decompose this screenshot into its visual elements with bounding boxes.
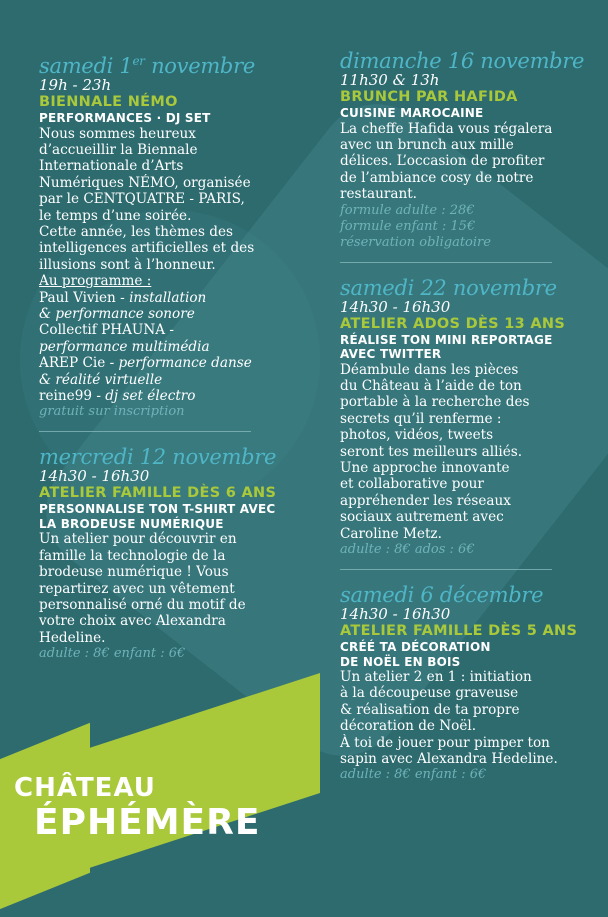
- event-date: mercredi 12 novembre: [39, 445, 277, 470]
- program-item: Collectif PHAUNA -: [39, 322, 175, 339]
- logo-line-2: ÉPHÉMÈRE: [34, 802, 261, 843]
- event-time: 14h30 - 16h30: [340, 297, 451, 316]
- event-nemo: [39, 50, 314, 420]
- event-title: BRUNCH PAR HAFIDA: [340, 89, 518, 105]
- event-time: 14h30 - 16h30: [39, 467, 150, 486]
- event-description: La cheffe Hafida vous régalera avec un brunch aux mille délices. L’occasion de profiter de l’ambiance cosy de notre restaurant.: [340, 120, 553, 203]
- divider: [340, 262, 552, 263]
- event-christmas-deco: [340, 584, 595, 783]
- event-time: 19h - 23h: [39, 76, 112, 94]
- event-description: Un atelier 2 en 1 : initiation à la découpeuse graveuse & réalisation de ta propre décoration de Noël. À toi de jouer pour pimper ton sapin avec Alexandra Hedeline.: [340, 669, 558, 768]
- program-label: Au programme :: [39, 273, 152, 290]
- event-description: Nous sommes heureux d’accueillir la Biennale Internationale d’Arts Numériques NÉMO, organisée par le CENTQUATRE - PARIS, le temps d’une soirée. Cette année, les thèmes des intelligences artificielles et des illusions sont à l’honneur. Au programme : Paul Vivien - installation & performance sonore Collectif PHAUNA - performance multimédia AREP Cie - performance danse & réalité virtuelle reine99 - dj set électro: [39, 126, 314, 405]
- program-item: & réalité virtuelle: [39, 371, 163, 388]
- divider: [39, 431, 251, 432]
- event-date: samedi 1er novembre: [39, 54, 255, 78]
- event-tshirt-workshop: [39, 446, 314, 662]
- event-price: adulte : 8€ enfant : 6€: [340, 767, 487, 783]
- program-item: & performance sonore: [39, 305, 195, 322]
- program-item: AREP Cie - performance danse: [39, 355, 252, 372]
- left-column: [39, 50, 314, 662]
- event-date: samedi 22 novembre: [340, 275, 557, 300]
- event-title: ATELIER FAMILLE DÈS 6 ANS: [39, 485, 277, 502]
- event-time: 11h30 & 13h: [340, 71, 440, 89]
- event-price: adulte : 8€ ados : 6€: [340, 542, 475, 557]
- event-title: ATELIER ADOS DÈS 13 ANS: [340, 315, 566, 332]
- logo-line-1: CHÂTEAU: [14, 773, 156, 803]
- program-item: Paul Vivien - installation: [39, 289, 207, 306]
- event-subtitle: PERSONNALISE TON T-SHIRT AVEC LA BRODEUSE NUMÉRIQUE: [39, 502, 276, 531]
- event-description: Déambule dans les pièces du Château à l’aide de ton portable à la recherche des secrets qu’il renferme : photos, vidéos, tweets seront tes meilleurs alliés. Une approche innovante et collaborative pour appréhender les réseaux sociaux autrement avec Caroline Metz.: [340, 361, 530, 542]
- event-subtitle: CUISINE MAROCAINE: [340, 106, 484, 120]
- event-subtitle: RÉALISE TON MINI REPORTAGE AVEC TWITTER: [340, 332, 553, 362]
- right-column: [340, 50, 595, 783]
- event-date: dimanche 16 novembre: [340, 49, 585, 73]
- program-item: reine99 - dj set électro: [39, 388, 196, 404]
- event-date: samedi 6 décembre: [340, 583, 544, 607]
- event-description: Un atelier pour découvrir en famille la technologie de la brodeuse numérique ! Vous repartirez avec un vêtement personnalisé orné du motif de votre choix avec Alexandra Hedeline.: [39, 531, 246, 646]
- event-price: adulte : 8€ enfant : 6€: [39, 646, 186, 662]
- program-item: performance multimédia: [39, 338, 210, 355]
- divider: [340, 569, 552, 570]
- event-twitter-report: [340, 277, 595, 558]
- event-subtitle: PERFORMANCES · DJ SET: [39, 111, 211, 125]
- logo: [14, 773, 260, 843]
- event-price: formule adulte : 28€ formule enfant : 15€ réservation obligatoire: [340, 202, 491, 250]
- event-time: 14h30 - 16h30: [340, 605, 451, 623]
- event-brunch: [340, 50, 595, 251]
- event-price: gratuit sur inscription: [39, 404, 185, 420]
- event-subtitle: CRÉÉ TA DÉCORATION DE NOËL EN BOIS: [340, 640, 491, 669]
- event-title: BIENNALE NÉMO: [39, 94, 178, 110]
- event-title: ATELIER FAMILLE DÈS 5 ANS: [340, 623, 578, 639]
